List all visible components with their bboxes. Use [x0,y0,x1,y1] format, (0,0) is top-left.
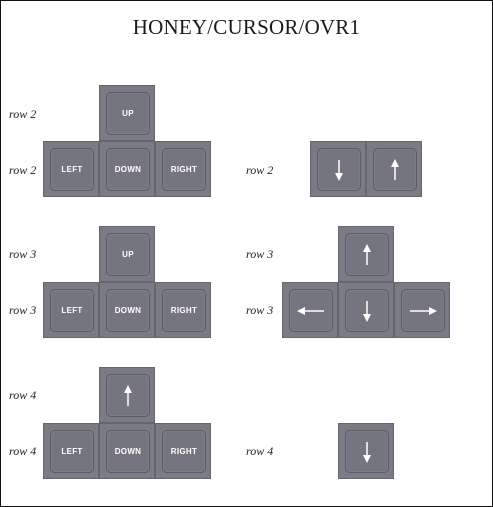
down-key [99,423,155,479]
left-key [43,423,99,479]
left-key-legend: LEFT [61,306,83,315]
arrow-up-icon [360,243,374,267]
row-label: row 2 [246,163,274,177]
up-key-legend: UP [122,109,134,118]
arrow-up-icon [121,384,135,408]
row-label: row 3 [246,303,274,317]
row-label: row 3 [9,247,37,261]
row-label: row 2 [9,163,37,177]
row-label: row 4 [9,388,37,402]
arrow-right-icon [408,304,438,318]
up-arrow-key [99,367,155,423]
left-key [43,282,99,338]
up-key [99,226,155,282]
arrow-down-icon [360,299,374,323]
right-key [155,423,211,479]
right-key [155,282,211,338]
down-key-legend: DOWN [114,447,142,456]
down-arrow-key [310,141,366,197]
down-key-legend: DOWN [114,306,142,315]
arrow-up-icon [388,158,402,182]
row-label: row 3 [246,247,274,261]
right-key-legend: RIGHT [170,447,198,456]
right-key-legend: RIGHT [170,306,198,315]
up-arrow-key [366,141,422,197]
row-label: row 4 [9,444,37,458]
left-key-legend: LEFT [61,165,83,174]
left-arrow-key [282,282,338,338]
row-label: row 4 [246,444,274,458]
left-key [43,141,99,197]
down-key [99,282,155,338]
up-arrow-key [338,226,394,282]
down-key-legend: DOWN [114,165,142,174]
arrow-down-icon [332,158,346,182]
down-arrow-key [338,282,394,338]
arrow-down-icon [360,440,374,464]
row-label: row 2 [9,107,37,121]
right-key-legend: RIGHT [170,165,198,174]
page-title: HONEY/CURSOR/OVR1 [132,15,361,39]
down-key [99,141,155,197]
down-arrow-key [338,423,394,479]
row-label: row 3 [9,303,37,317]
right-arrow-key [394,282,450,338]
right-key [155,141,211,197]
up-key-legend: UP [122,250,134,259]
arrow-left-icon [296,304,326,318]
left-key-legend: LEFT [61,447,83,456]
up-key [99,85,155,141]
